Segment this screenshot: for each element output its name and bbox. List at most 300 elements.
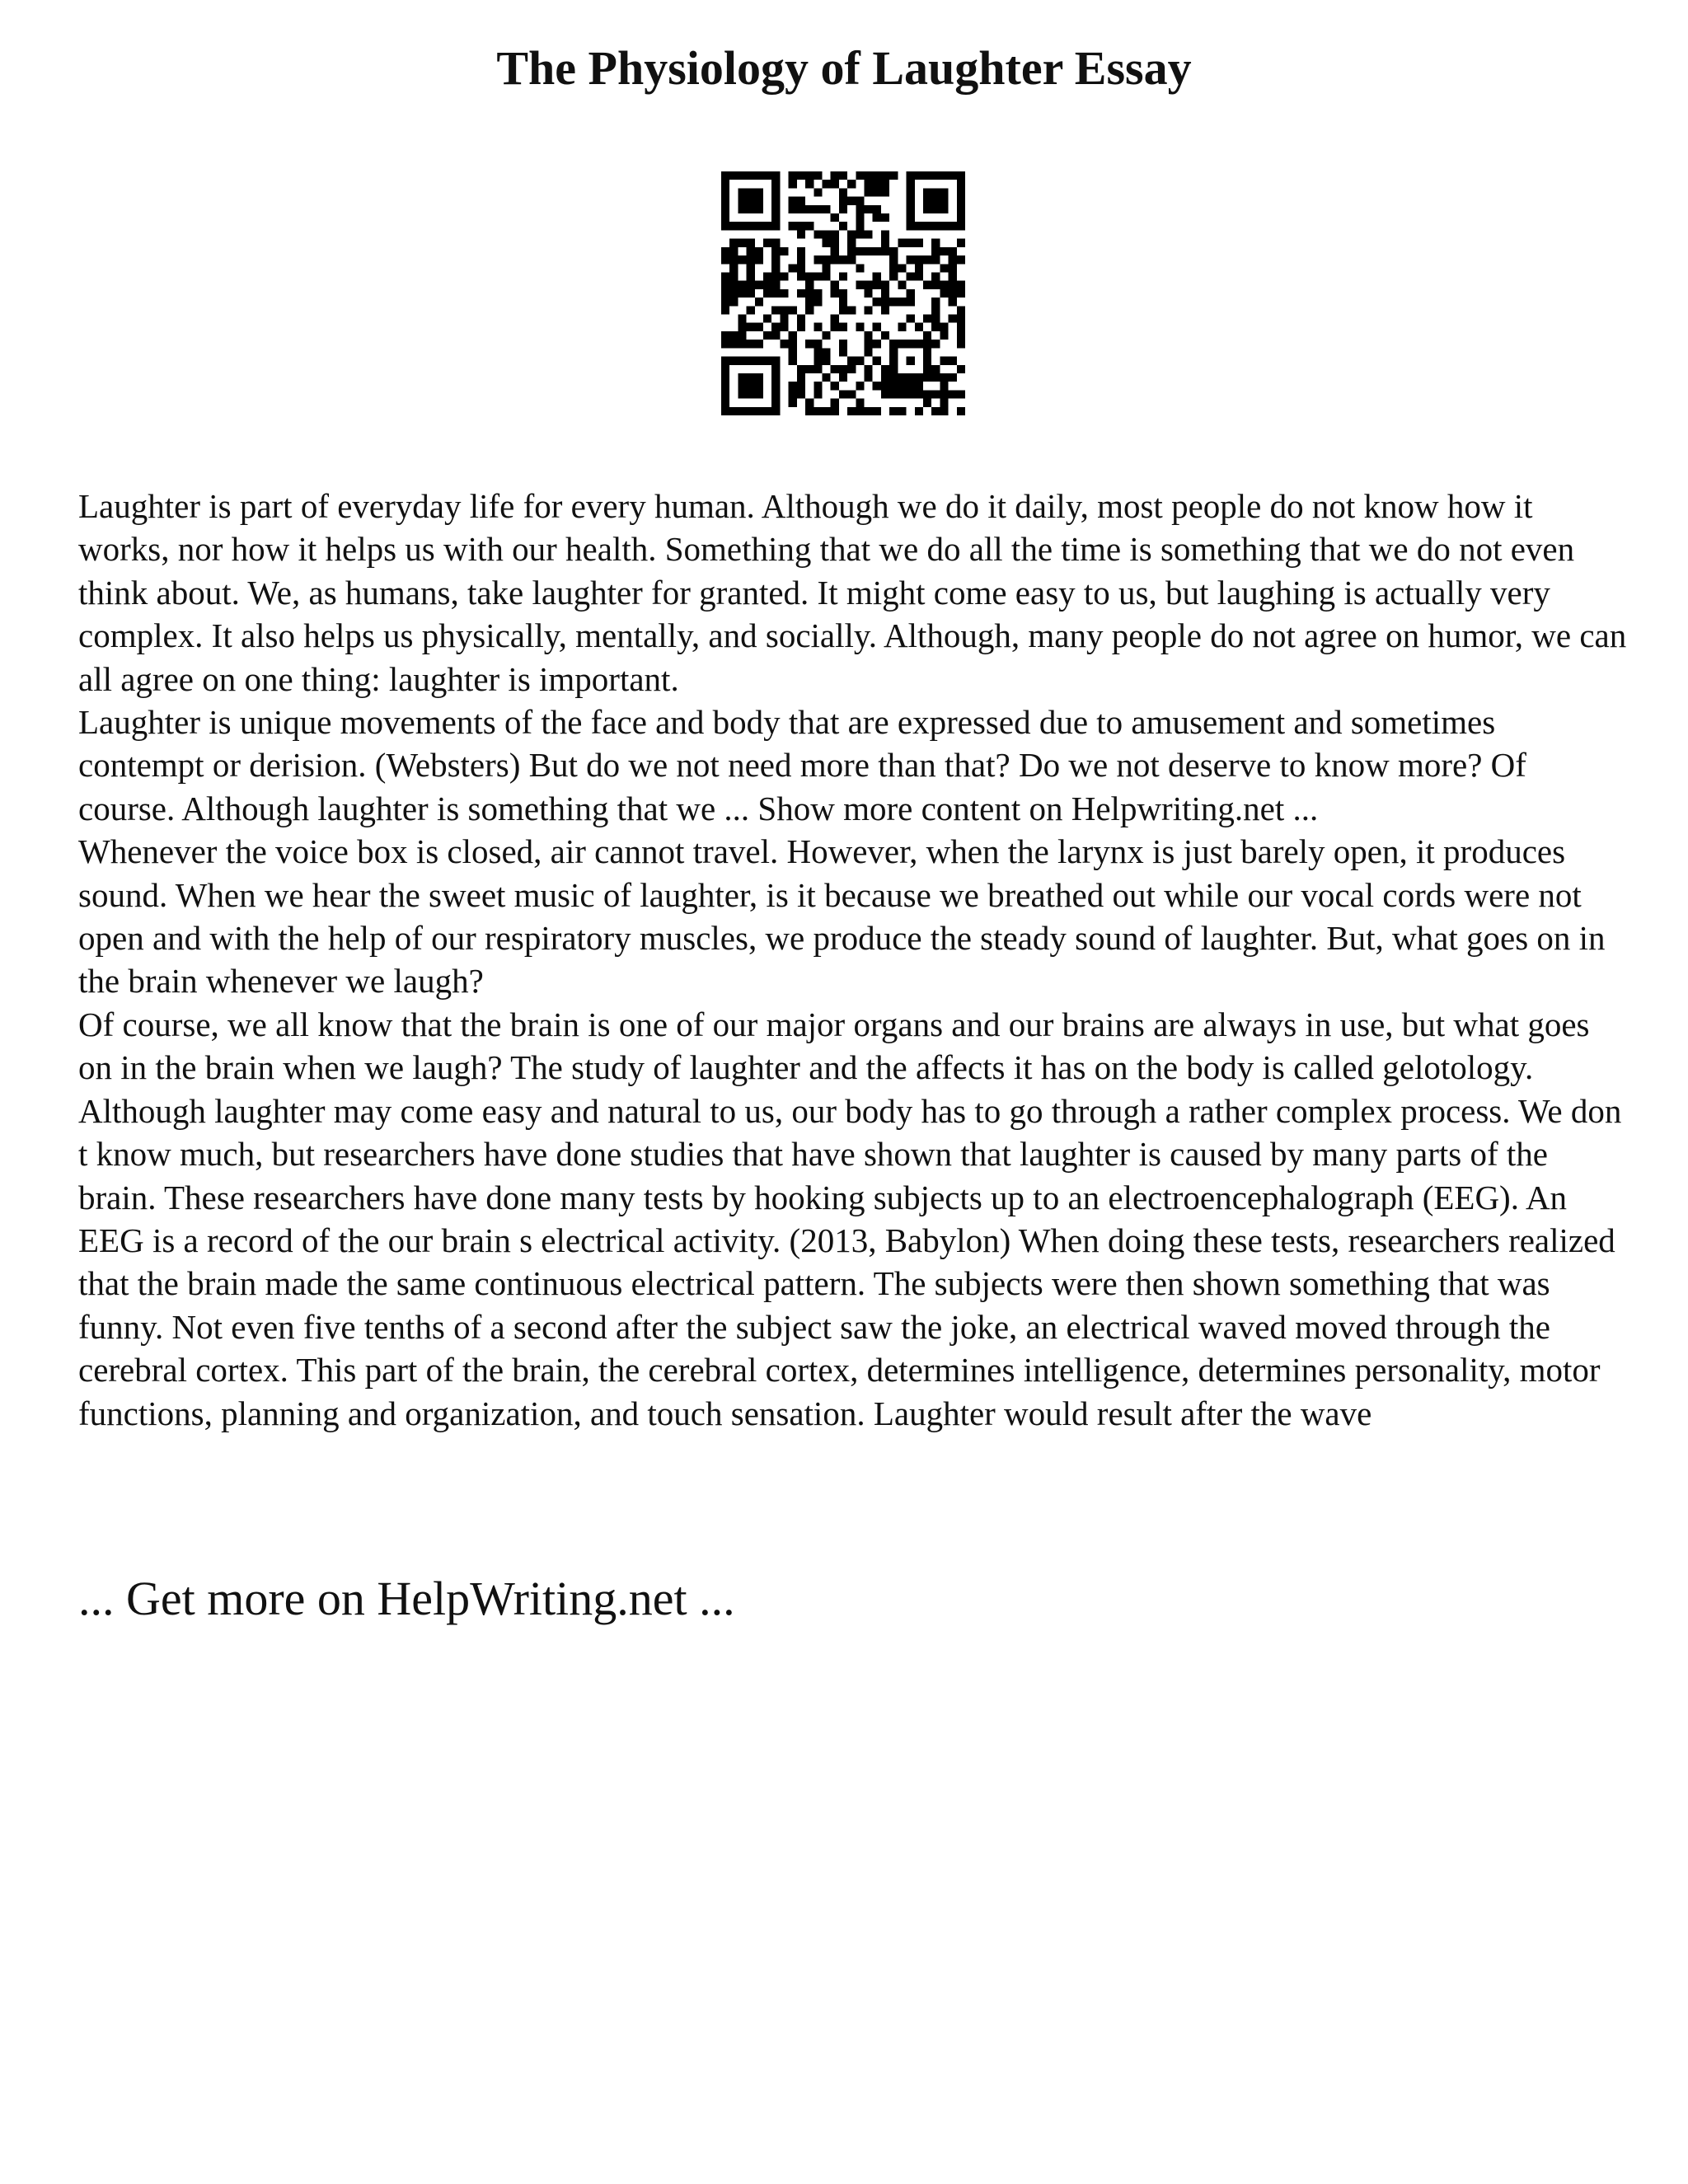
qr-module (856, 205, 864, 213)
qr-module (789, 205, 797, 213)
qr-module (949, 298, 957, 306)
qr-module (747, 205, 755, 213)
qr-module (856, 281, 864, 289)
qr-module (881, 188, 889, 196)
qr-module (940, 390, 948, 398)
qr-module (865, 331, 873, 340)
qr-module (747, 171, 755, 180)
qr-module (907, 340, 915, 348)
qr-module (923, 365, 931, 373)
qr-module (931, 281, 940, 289)
qr-module (873, 205, 881, 213)
qr-module (931, 323, 940, 331)
qr-module (907, 222, 915, 230)
qr-module (923, 340, 931, 348)
qr-module (814, 357, 822, 365)
qr-module (771, 323, 780, 331)
qr-module (747, 357, 755, 365)
qr-module (898, 239, 906, 247)
paragraph-1: Laughter is part of everyday life for every human. Although we do it daily, most people do not know how it works, nor how it helps us with our health. Something that we do all the time is something that we do not even think about. We, as humans, take laughter for granted. It might come easy to us, but laughing is actually very complex. It also helps us physically, mentally, and socially. Although, many people do not agree on humor, we can all agree on one thing: laughter is important. (78, 487, 1627, 698)
qr-module (931, 205, 940, 213)
qr-module (755, 197, 763, 205)
qr-module (839, 197, 847, 205)
qr-module (923, 348, 931, 356)
qr-module (747, 239, 755, 247)
qr-module (797, 222, 805, 230)
qr-module (721, 197, 729, 205)
qr-module (949, 373, 957, 382)
qr-module (957, 331, 965, 340)
qr-module (771, 373, 780, 382)
qr-module (771, 171, 780, 180)
qr-module (805, 289, 814, 298)
qr-module (729, 298, 738, 306)
qr-module (814, 255, 822, 264)
qr-module (805, 306, 814, 314)
qr-module (881, 331, 889, 340)
qr-module (721, 205, 729, 213)
qr-module (907, 373, 915, 382)
qr-module (747, 247, 755, 255)
qr-module (729, 407, 738, 415)
qr-module (771, 205, 780, 213)
qr-module (729, 340, 738, 348)
qr-module (747, 340, 755, 348)
qr-module (814, 289, 822, 298)
qr-module (738, 390, 746, 398)
qr-module (889, 382, 898, 390)
qr-module (771, 247, 780, 255)
qr-module (940, 331, 948, 340)
qr-module (847, 407, 856, 415)
qr-module (949, 247, 957, 255)
qr-module (797, 230, 805, 238)
qr-module (873, 407, 881, 415)
qr-module (865, 281, 873, 289)
qr-module (797, 323, 805, 331)
qr-module (873, 188, 881, 196)
qr-module (923, 315, 931, 323)
qr-module (729, 272, 738, 280)
qr-module (865, 247, 873, 255)
qr-module (831, 315, 839, 323)
qr-module (839, 289, 847, 298)
qr-module (881, 306, 889, 314)
qr-module (873, 272, 881, 280)
qr-module (738, 315, 746, 323)
qr-module (847, 230, 856, 238)
qr-module (839, 306, 847, 314)
qr-module (755, 373, 763, 382)
qr-module (907, 289, 915, 298)
qr-module (839, 188, 847, 196)
qr-module (839, 348, 847, 356)
qr-module (923, 373, 931, 382)
qr-module (721, 373, 729, 382)
qr-module (923, 357, 931, 365)
qr-module (907, 171, 915, 180)
qr-module (889, 298, 898, 306)
qr-module (721, 180, 729, 188)
qr-module (738, 239, 746, 247)
qr-module (797, 264, 805, 272)
qr-module (771, 306, 780, 314)
qr-module (865, 171, 873, 180)
qr-module (940, 357, 948, 365)
qr-module (898, 340, 906, 348)
qr-module (780, 306, 788, 314)
qr-module (805, 272, 814, 280)
qr-module (957, 306, 965, 314)
qr-module (839, 390, 847, 398)
qr-module (873, 171, 881, 180)
qr-module (856, 197, 864, 205)
qr-module (721, 407, 729, 415)
qr-module (931, 197, 940, 205)
qr-module (805, 365, 814, 373)
qr-module (755, 390, 763, 398)
qr-module (931, 272, 940, 280)
qr-module (805, 298, 814, 306)
qr-module (780, 340, 788, 348)
qr-module (771, 197, 780, 205)
qr-module (822, 272, 830, 280)
qr-module (873, 382, 881, 390)
qr-module (721, 213, 729, 222)
qr-module (907, 205, 915, 213)
qr-module (881, 298, 889, 306)
qr-module (814, 272, 822, 280)
qr-module (747, 306, 755, 314)
qr-module (881, 373, 889, 382)
qr-module (738, 340, 746, 348)
qr-module (957, 180, 965, 188)
qr-module (721, 272, 729, 280)
qr-module (797, 171, 805, 180)
qr-module (729, 222, 738, 230)
qr-module (957, 315, 965, 323)
qr-module (847, 247, 856, 255)
qr-module (940, 281, 948, 289)
qr-module (949, 264, 957, 272)
qr-module (923, 205, 931, 213)
qr-module (931, 222, 940, 230)
qr-module (923, 197, 931, 205)
qr-module (729, 331, 738, 340)
qr-module (889, 348, 898, 356)
qr-module (831, 281, 839, 289)
qr-module (949, 357, 957, 365)
qr-module (771, 331, 780, 340)
qr-module (789, 390, 797, 398)
qr-module (889, 407, 898, 415)
qr-module (771, 407, 780, 415)
qr-module (940, 222, 948, 230)
qr-module (721, 331, 729, 340)
qr-module (763, 289, 771, 298)
qr-module (738, 357, 746, 365)
page-title: The Physiology of Laughter Essay (496, 41, 1192, 95)
qr-module (923, 255, 931, 264)
qr-module (873, 323, 881, 331)
qr-module (931, 188, 940, 196)
qr-module (747, 255, 755, 264)
qr-module (729, 264, 738, 272)
qr-module (747, 272, 755, 280)
qr-module (721, 399, 729, 407)
qr-module (729, 255, 738, 264)
qr-module (763, 357, 771, 365)
paragraph-2: Laughter is unique movements of the face and body that are expressed due to amusement and sometimes contempt or derision. (Websters) But do we not need more than that? Do we not deserve to know more? Of course. Although laughter is something that we ... Show more content on Helpwriting.net ... (78, 703, 1526, 827)
qr-module (822, 407, 830, 415)
qr-module (957, 255, 965, 264)
qr-module (789, 357, 797, 365)
qr-module (881, 390, 889, 398)
qr-module (814, 205, 822, 213)
qr-module (873, 247, 881, 255)
qr-module (763, 407, 771, 415)
qr-module (907, 272, 915, 280)
qr-module (721, 306, 729, 314)
qr-module (789, 264, 797, 272)
qr-module (873, 357, 881, 365)
qr-module (915, 171, 923, 180)
qr-module (755, 407, 763, 415)
qr-module (831, 407, 839, 415)
qr-module (755, 323, 763, 331)
qr-module (738, 373, 746, 382)
qr-module (898, 390, 906, 398)
qr-module (923, 399, 931, 407)
qr-module (839, 365, 847, 373)
qr-module (822, 373, 830, 382)
qr-module (923, 171, 931, 180)
qr-module (865, 205, 873, 213)
qr-module (721, 255, 729, 264)
qr-module (856, 323, 864, 331)
qr-module (797, 315, 805, 323)
qr-module (889, 340, 898, 348)
qr-module (747, 197, 755, 205)
qr-module (831, 180, 839, 188)
qr-module (755, 205, 763, 213)
qr-module (797, 247, 805, 255)
qr-module (721, 390, 729, 398)
qr-module (755, 298, 763, 306)
qr-module (957, 213, 965, 222)
qr-module (721, 171, 729, 180)
qr-module (747, 373, 755, 382)
qr-module (831, 289, 839, 298)
qr-module (729, 247, 738, 255)
qr-module (831, 171, 839, 180)
qr-module (898, 298, 906, 306)
qr-module (907, 213, 915, 222)
qr-module (898, 264, 906, 272)
qr-module (822, 348, 830, 356)
qr-module (957, 289, 965, 298)
qr-module (831, 365, 839, 373)
qr-module (915, 373, 923, 382)
qr-module (797, 365, 805, 373)
qr-module (856, 357, 864, 365)
qr-module (957, 197, 965, 205)
qr-module (847, 306, 856, 314)
qr-module (738, 323, 746, 331)
qr-module (738, 171, 746, 180)
qr-module (814, 171, 822, 180)
qr-module (865, 365, 873, 373)
qr-module (771, 222, 780, 230)
qr-module (940, 205, 948, 213)
qr-module (839, 171, 847, 180)
qr-module (949, 272, 957, 280)
qr-module (814, 390, 822, 398)
qr-module (721, 188, 729, 196)
qr-module (729, 239, 738, 247)
qr-module (881, 230, 889, 238)
qr-module (881, 382, 889, 390)
qr-module (915, 264, 923, 272)
qr-module (881, 247, 889, 255)
qr-module (789, 222, 797, 230)
qr-module (814, 407, 822, 415)
qr-module (814, 230, 822, 238)
qr-module (931, 306, 940, 314)
qr-module (931, 247, 940, 255)
qr-module (931, 365, 940, 373)
qr-module (729, 357, 738, 365)
qr-module (822, 331, 830, 340)
qr-module (907, 357, 915, 365)
qr-module (907, 298, 915, 306)
qr-module (881, 180, 889, 188)
qr-module (881, 289, 889, 298)
qr-module (771, 272, 780, 280)
qr-module (940, 399, 948, 407)
qr-module (856, 382, 864, 390)
qr-module (889, 357, 898, 365)
qr-module (797, 289, 805, 298)
qr-module (907, 382, 915, 390)
qr-module (738, 255, 746, 264)
get-more-link[interactable]: ... Get more on HelpWriting.net ... (78, 1572, 735, 1625)
qr-module (738, 205, 746, 213)
qr-module (898, 373, 906, 382)
qr-module (747, 264, 755, 272)
qr-module (923, 222, 931, 230)
qr-module (898, 382, 906, 390)
qr-module (931, 373, 940, 382)
qr-module (856, 399, 864, 407)
qr-module (789, 306, 797, 314)
qr-module (771, 382, 780, 390)
qr-module (931, 239, 940, 247)
qr-module (805, 205, 814, 213)
qr-module (814, 298, 822, 306)
qr-module (747, 323, 755, 331)
qr-module (949, 390, 957, 398)
qr-module (805, 222, 814, 230)
qr-module (747, 382, 755, 390)
qr-module (771, 365, 780, 373)
qr-module (747, 281, 755, 289)
qr-module (847, 255, 856, 264)
qr-module (873, 281, 881, 289)
qr-module (789, 171, 797, 180)
qr-module (873, 298, 881, 306)
qr-module (957, 340, 965, 348)
qr-module (949, 222, 957, 230)
qr-module (789, 382, 797, 390)
qr-module (865, 306, 873, 314)
qr-module (771, 399, 780, 407)
qr-module (856, 213, 864, 222)
qr-module (780, 323, 788, 331)
qr-module (957, 365, 965, 373)
qr-module (814, 382, 822, 390)
qr-module (847, 357, 856, 365)
qr-module (789, 197, 797, 205)
qr-module (839, 255, 847, 264)
qr-module (898, 407, 906, 415)
qr-module (738, 331, 746, 340)
qr-module (940, 323, 948, 331)
qr-module (839, 340, 847, 348)
qr-module (881, 365, 889, 373)
qr-module (865, 230, 873, 238)
qr-module (949, 289, 957, 298)
qr-module (847, 365, 856, 373)
qr-module (865, 373, 873, 382)
qr-module (839, 373, 847, 382)
qr-module (729, 289, 738, 298)
qr-module (721, 222, 729, 230)
qr-module (889, 390, 898, 398)
qr-module (957, 239, 965, 247)
qr-module (780, 315, 788, 323)
qr-module (771, 264, 780, 272)
qr-module (957, 323, 965, 331)
qr-module (865, 340, 873, 348)
qr-module (771, 255, 780, 264)
qr-module (915, 382, 923, 390)
qr-module (721, 382, 729, 390)
qr-module (957, 222, 965, 230)
qr-module (789, 340, 797, 348)
qr-module (822, 255, 830, 264)
qr-module (940, 382, 948, 390)
qr-module (797, 197, 805, 205)
qr-module (831, 323, 839, 331)
qr-module (755, 255, 763, 264)
qr-module (931, 255, 940, 264)
qr-module (797, 205, 805, 213)
qr-module (721, 281, 729, 289)
qr-module (907, 239, 915, 247)
qr-module (940, 373, 948, 382)
qr-module (805, 399, 814, 407)
qr-module (763, 239, 771, 247)
qr-module (949, 315, 957, 323)
qr-module (771, 390, 780, 398)
qr-module (889, 264, 898, 272)
qr-module (957, 188, 965, 196)
qr-module (755, 281, 763, 289)
qr-module (957, 205, 965, 213)
qr-module (949, 281, 957, 289)
qr-module (839, 272, 847, 280)
